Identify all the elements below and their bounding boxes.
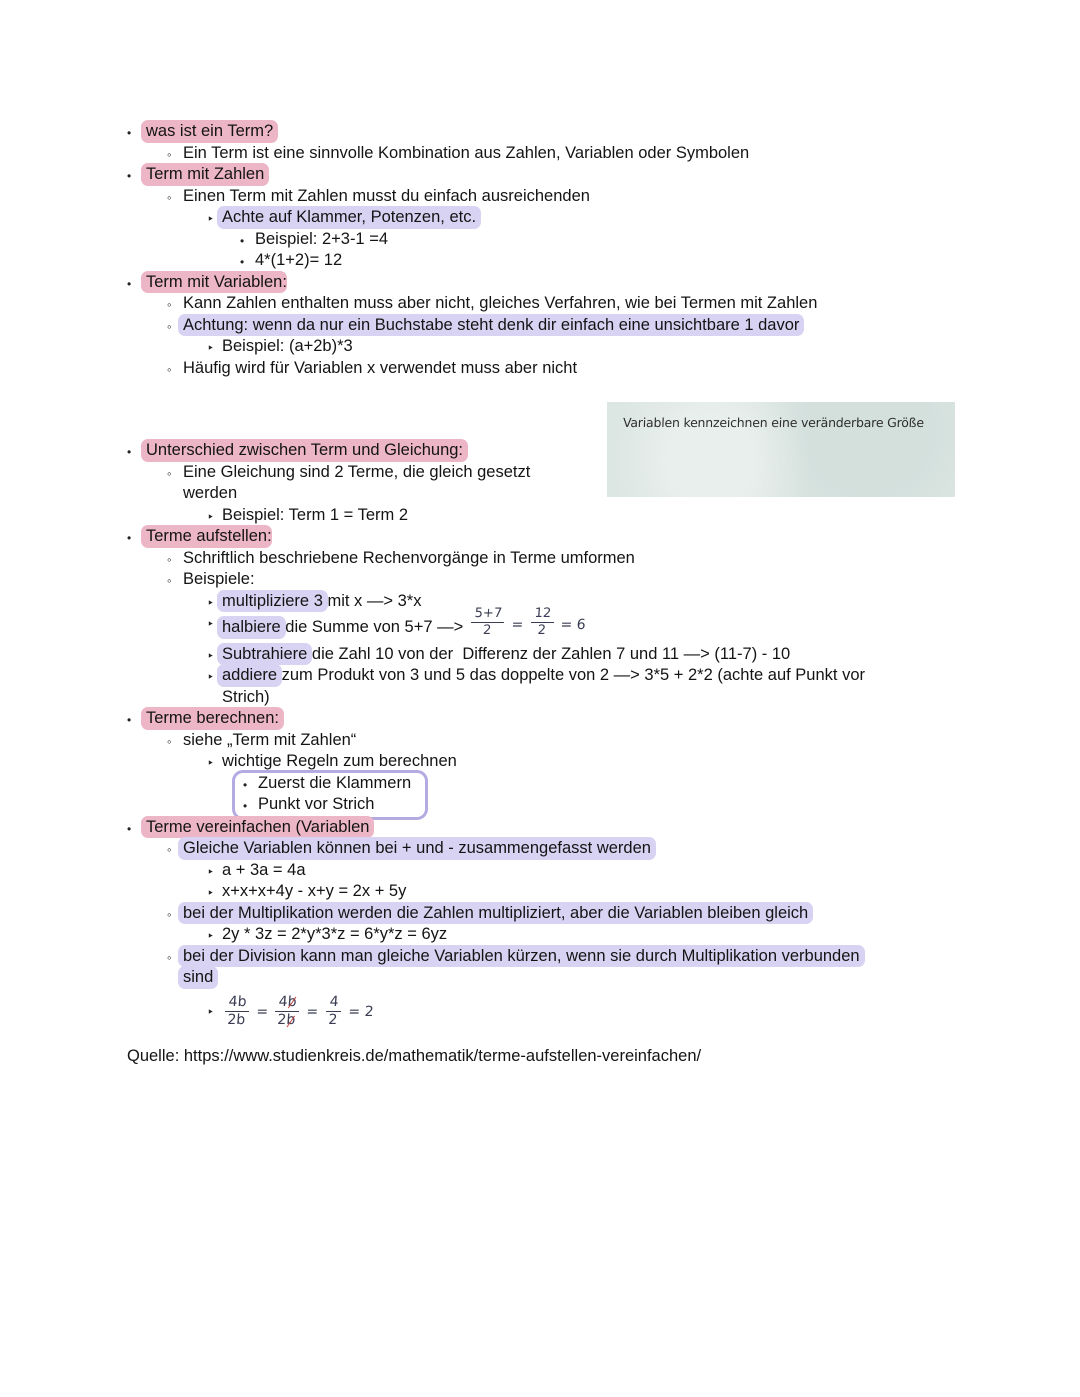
handwritten-fraction: [224, 995, 250, 1029]
text: die Summe von 5+7 —>: [280, 618, 468, 637]
math-text: 2: [277, 1011, 288, 1028]
fraction-denominator: [537, 623, 546, 638]
fraction-denominator: [277, 1012, 296, 1028]
math-text: 2b: [226, 1011, 246, 1028]
note-line: [0, 272, 1080, 294]
bullet-arrow-icon: ‣: [207, 509, 215, 524]
note-line: [0, 250, 1080, 272]
highlighted-text: Term mit Variablen: [141, 271, 287, 294]
highlighted-text: Gleiche Variablen können bei + und - zusammengefasst werden: [178, 837, 656, 860]
bullet-dot-icon: •: [243, 777, 248, 792]
handwritten-text: =: [251, 1003, 273, 1020]
note-line: [0, 860, 1080, 882]
text: :: [267, 527, 272, 545]
bullet-circle-icon: ◦: [167, 318, 172, 334]
text: siehe „Term mit Zahlen“: [183, 730, 357, 749]
highlighted-text: halbiere: [217, 616, 286, 639]
note-line: [235, 773, 411, 795]
bullet-dot-icon: •: [243, 799, 248, 814]
text: Beispiel: 2+3-1 =4: [255, 229, 389, 248]
text: Eine Gleichung sind 2 Terme, die gleich gesetzt: [183, 462, 531, 481]
text: 2y * 3z = 2*y*3*z = 6*y*z = 6yz: [222, 925, 448, 944]
fraction-denominator: [328, 1012, 338, 1028]
bullet-circle-icon: ◦: [167, 842, 172, 858]
bullet-arrow-icon: ‣: [207, 886, 215, 901]
bullet-circle-icon: ◦: [167, 733, 172, 749]
bullet-arrow-icon: ‣: [207, 670, 215, 685]
crossed-out-variable: b: [286, 1011, 297, 1028]
bullet-arrow-icon: ‣: [207, 617, 215, 631]
note-line: [0, 817, 1080, 839]
note-line: [0, 164, 1080, 186]
bullet-arrow-icon: ‣: [207, 648, 215, 663]
note-line: [0, 687, 1080, 709]
highlighted-text: Term mit Zahlen: [141, 163, 269, 186]
text: :: [282, 272, 287, 291]
note-line: [0, 644, 1080, 666]
bullet-arrow-icon: ‣: [207, 864, 215, 879]
fraction-numerator: [326, 995, 342, 1012]
fraction-numerator: [275, 995, 300, 1012]
text: Kann Zahlen enthalten muss aber nicht, gleiches Verfahren, wie bei Termen mit Zahlen: [183, 294, 818, 312]
fraction-numerator: [531, 607, 555, 623]
crossed-out-variable: b: [287, 993, 298, 1010]
math-text: 4b: [228, 993, 248, 1010]
text: Beispiel: Term 1 = Term 2: [222, 505, 409, 524]
bullet-dot-icon: •: [127, 126, 132, 140]
handwritten-text: =: [301, 1003, 324, 1020]
highlighted-text: sind: [178, 966, 218, 989]
highlighted-text: addiere: [217, 664, 282, 687]
note-line: [0, 526, 1080, 548]
highlighted-text: bei der Division kann man gleiche Variablen kürzen, wenn sie durch Multiplikation verbunden: [178, 945, 865, 968]
note-line: [0, 665, 1080, 687]
note-line: [0, 569, 1080, 591]
note-line: [0, 708, 1080, 730]
bullet-dot-icon: •: [127, 821, 132, 836]
bullet-circle-icon: ◦: [167, 361, 172, 377]
bullet-arrow-icon: ‣: [207, 756, 215, 771]
note-line: [0, 606, 1080, 644]
bullet-circle-icon: ◦: [167, 949, 172, 965]
math-text: 5+7: [473, 606, 503, 621]
text: Strich): [222, 687, 270, 706]
math-text: 4: [278, 993, 289, 1010]
bullet-dot-icon: •: [127, 276, 132, 291]
note-line: [0, 186, 1080, 208]
fraction-numerator: [471, 607, 506, 623]
handwritten-text: = 2: [343, 1003, 374, 1020]
note-line: [0, 924, 1080, 946]
highlighted-text: Achtung: wenn da nur ein Buchstabe steht denk dir einfach eine unsichtbare 1 davor: [178, 314, 804, 337]
highlighted-text: bei der Multiplikation werden die Zahlen multipliziert, aber die Variablen bleiben gleich: [178, 902, 813, 925]
text: Punkt vor Strich: [258, 795, 375, 814]
note-line: [0, 229, 1080, 251]
bullet-circle-icon: ◦: [167, 146, 172, 162]
highlighted-text: Terme aufstellen: [141, 525, 272, 548]
note-line: [0, 967, 1080, 989]
text: wichtige Regeln zum berechnen: [222, 752, 457, 771]
text: zum Produkt von 3 und 5 das doppelte von 2 —> 3*5 + 2*2 (achte auf Punkt vor: [277, 666, 866, 685]
math-text: 2: [327, 1011, 338, 1028]
note-line: [0, 143, 1080, 165]
bullet-dot-icon: •: [127, 445, 132, 459]
bullet-circle-icon: ◦: [167, 465, 172, 481]
bullet-circle-icon: ◦: [167, 573, 172, 588]
handwritten-text: =: [506, 617, 529, 634]
text: x+x+x+4y - x+y = 2x + 5y: [222, 882, 407, 901]
handwritten-text: = 6: [555, 617, 587, 634]
fraction-denominator: [227, 1012, 246, 1028]
bullet-dot-icon: •: [127, 713, 132, 728]
bullet-dot-icon: •: [240, 255, 245, 269]
highlighted-text: was ist ein Term?: [141, 120, 278, 143]
math-text: 12: [534, 606, 552, 621]
bullet-arrow-icon: ‣: [207, 212, 215, 226]
note-line: [0, 336, 1080, 358]
note-line: [0, 730, 1080, 752]
bullet-arrow-icon: ‣: [207, 595, 215, 610]
highlighted-text: Subtrahiere: [217, 643, 312, 666]
highlighted-text: Terme vereinfachen (Variablen: [141, 816, 374, 839]
text: Zuerst die Klammern: [258, 773, 412, 792]
note-line: [0, 505, 1080, 527]
bullet-circle-icon: ◦: [167, 551, 172, 567]
fraction-numerator: [225, 995, 250, 1012]
text: mit x —> 3*x: [322, 591, 422, 610]
handwritten-fraction: [325, 995, 342, 1029]
text: Einen Term mit Zahlen musst du einfach ausreichenden: [183, 186, 590, 205]
handwritten-fraction: [470, 607, 506, 639]
note-line: [0, 881, 1080, 903]
highlighted-text: Terme berechnen:: [141, 707, 284, 730]
bullet-circle-icon: ◦: [167, 189, 172, 205]
bullet-dot-icon: •: [127, 169, 132, 183]
bullet-circle-icon: ◦: [167, 297, 172, 312]
math-text: 2: [536, 623, 547, 639]
note-line: [0, 121, 1080, 143]
text: 4*(1+2)= 12: [255, 251, 343, 269]
sticky-note: [607, 402, 955, 497]
highlighted-text: multipliziere 3: [217, 590, 328, 613]
text: Beispiele:: [183, 570, 255, 588]
note-line: [235, 794, 411, 816]
text: werden: [183, 484, 238, 502]
text: die Zahl 10 von der Differenz der Zahlen 7 und 11 —> (11-7) - 10: [307, 644, 791, 663]
bullet-arrow-icon: ‣: [207, 341, 215, 355]
source-line: Quelle: https://www.studienkreis.de/mathematik/terme-aufstellen-vereinfachen/: [127, 1047, 702, 1066]
note-line: [0, 293, 1080, 315]
math-text: 4: [329, 993, 340, 1010]
highlighted-text: Unterschied zwischen Term und Gleichung:: [141, 439, 468, 462]
note-line: [0, 207, 1080, 229]
purple-outline-box: [232, 770, 428, 820]
bullet-circle-icon: ◦: [167, 906, 172, 922]
fraction-denominator: [482, 623, 491, 638]
text: Schriftlich beschriebene Rechenvorgänge in Terme umformen: [183, 548, 635, 567]
math-text: 2: [482, 623, 492, 639]
text: Häufig wird für Variablen x verwendet muss aber nicht: [183, 358, 578, 377]
highlighted-text: Achte auf Klammer, Potenzen, etc.: [217, 206, 481, 229]
handwritten-fraction: [530, 607, 555, 639]
note-line: [0, 315, 1080, 337]
note-line: [0, 995, 1080, 1029]
note-line: [0, 548, 1080, 570]
handwritten-fraction: [274, 995, 300, 1029]
note-line: [0, 838, 1080, 860]
bullet-arrow-icon: ‣: [207, 929, 215, 944]
text: a + 3a = 4a: [222, 860, 306, 879]
text: Ein Term ist eine sinnvolle Kombination aus Zahlen, Variablen oder Symbolen: [183, 143, 750, 162]
text: Beispiel: (a+2b)*3: [222, 337, 353, 355]
bullet-dot-icon: •: [240, 233, 245, 248]
note-line: [0, 946, 1080, 968]
sticky-note-text: Variablen kennzeichnen eine veränderbare Größe: [622, 415, 925, 430]
note-line: [0, 903, 1080, 925]
note-line: [0, 751, 1080, 773]
note-line: [0, 358, 1080, 380]
bullet-arrow-icon: ‣: [207, 1004, 215, 1019]
bullet-dot-icon: •: [127, 531, 132, 545]
